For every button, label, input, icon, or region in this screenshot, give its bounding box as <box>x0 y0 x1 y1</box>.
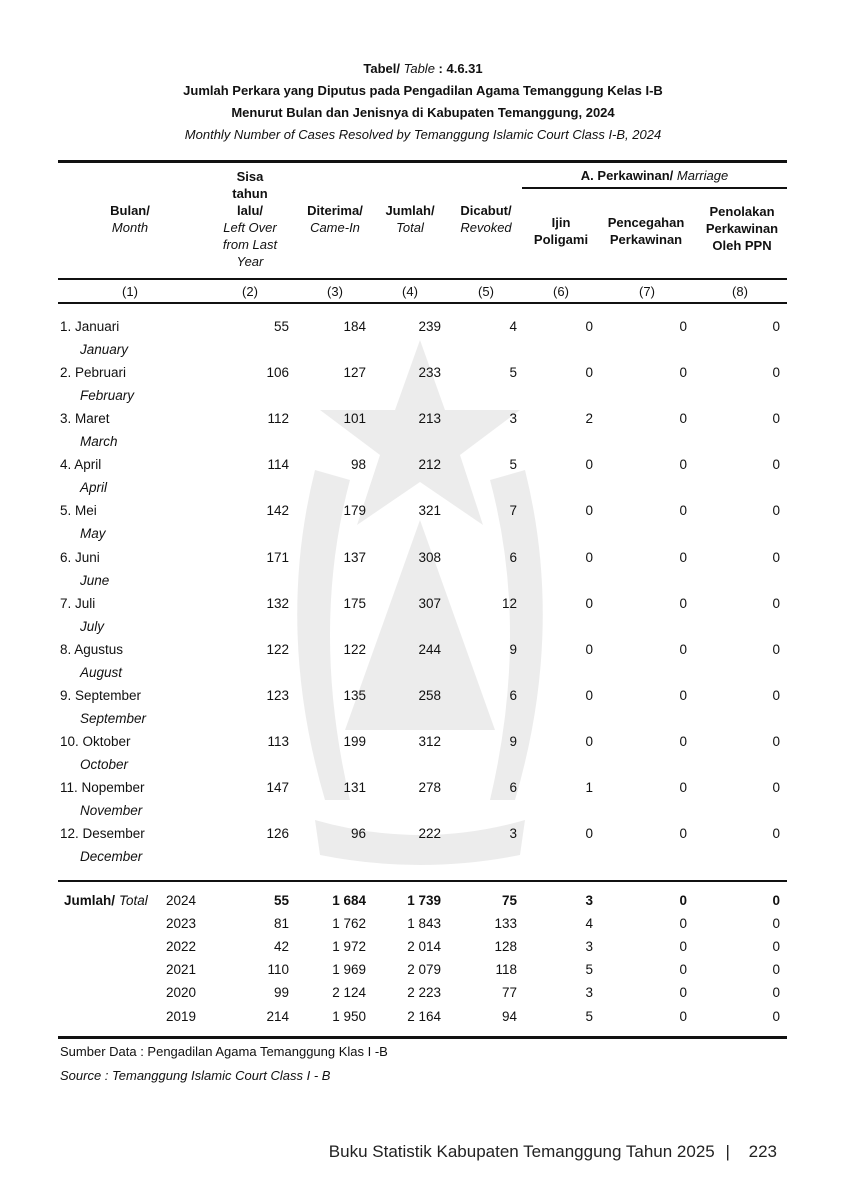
value-cell: 7 <box>509 503 517 519</box>
total-value-cell: 110 <box>267 962 289 978</box>
value-cell: 0 <box>679 780 687 795</box>
total-value-cell: 77 <box>501 985 517 1001</box>
total-value-cell: 0 <box>679 962 687 978</box>
year-label: 2023 <box>166 916 197 932</box>
header-month: Bulan/ Month <box>110 203 150 235</box>
total-value-cell: 0 <box>679 916 687 932</box>
year-label: 2020 <box>166 985 197 1001</box>
value-cell: 142 <box>266 503 289 519</box>
total-value-cell: 2 014 <box>407 939 441 955</box>
value-cell: 0 <box>585 595 593 611</box>
header-marriage-refusal: Penolakan Perkawinan Oleh PPN <box>705 204 779 253</box>
value-cell: 0 <box>585 503 593 519</box>
book-title: Buku Statistik Kabupaten Temanggung Tahun 2025 <box>328 1142 715 1161</box>
total-value-cell: 2 124 <box>332 985 366 1001</box>
value-cell: 0 <box>585 733 593 749</box>
month-label: 10. Oktober <box>60 733 131 749</box>
month-label-en: February <box>80 388 135 404</box>
total-value-cell: 55 <box>273 893 289 908</box>
totals-label-en: Total <box>119 893 148 908</box>
value-cell: 222 <box>418 826 441 842</box>
value-cell: 9 <box>509 733 517 749</box>
value-cell: 113 <box>267 733 289 749</box>
value-cell: 244 <box>418 641 441 657</box>
header-bottom-rule <box>58 278 787 280</box>
total-value-cell: 1 969 <box>332 962 366 978</box>
month-label-en: July <box>80 618 105 634</box>
value-cell: 0 <box>679 549 687 565</box>
total-value-cell: 118 <box>495 962 517 978</box>
value-cell: 127 <box>343 365 366 381</box>
value-cell: 135 <box>343 687 366 703</box>
value-cell: 132 <box>266 595 289 611</box>
value-cell: 233 <box>418 365 441 381</box>
value-cell: 0 <box>772 780 780 795</box>
header-revoked: Dicabut/ Revoked <box>460 203 512 235</box>
page-number: 223 <box>748 1142 777 1161</box>
table-title <box>58 58 788 146</box>
value-cell: 278 <box>418 780 441 795</box>
value-cell: 179 <box>343 503 366 519</box>
value-cell: 1 <box>585 780 593 795</box>
value-cell: 0 <box>679 411 687 427</box>
value-cell: 9 <box>509 641 517 657</box>
total-value-cell: 133 <box>494 916 517 932</box>
value-cell: 126 <box>266 826 289 842</box>
month-label: 4. April <box>60 457 102 473</box>
total-value-cell: 0 <box>772 893 780 908</box>
month-label-en: May <box>80 526 106 542</box>
table-bottom-rule <box>58 1036 787 1039</box>
colnum-5: (5) <box>478 284 494 299</box>
value-cell: 55 <box>273 319 289 334</box>
totals-label <box>64 891 148 911</box>
month-label: 6. Juni <box>60 549 100 565</box>
value-cell: 0 <box>585 319 593 334</box>
total-value-cell: 0 <box>679 985 687 1001</box>
value-cell: 12 <box>501 595 517 611</box>
value-cell: 0 <box>772 826 780 842</box>
header-came-in: Diterima/ Came-In <box>307 203 363 235</box>
value-cell: 98 <box>350 457 366 473</box>
total-value-cell: 0 <box>772 962 780 978</box>
month-label-en: June <box>80 572 110 588</box>
value-cell: 213 <box>418 411 441 427</box>
value-cell: 199 <box>343 733 366 749</box>
total-value-cell: 1 843 <box>407 916 441 932</box>
value-cell: 171 <box>266 549 289 565</box>
value-cell: 0 <box>679 365 687 381</box>
month-label: 2. Pebruari <box>60 365 127 381</box>
source-id: Sumber Data : Pengadilan Agama Temanggung Klas I -B <box>60 1044 388 1059</box>
value-cell: 0 <box>772 733 780 749</box>
month-label: 8. Agustus <box>60 641 124 657</box>
month-label-en: September <box>80 710 147 726</box>
title-line-3: Menurut Bulan dan Jenisnya di Kabupaten Temanggung, 2024 <box>231 105 615 120</box>
total-value-cell: 3 <box>585 939 593 955</box>
value-cell: 175 <box>343 595 366 611</box>
total-value-cell: 5 <box>585 1008 593 1024</box>
value-cell: 131 <box>343 780 366 795</box>
total-value-cell: 0 <box>679 939 687 955</box>
colnum-8: (8) <box>732 284 748 299</box>
value-cell: 0 <box>679 687 687 703</box>
value-cell: 0 <box>772 641 780 657</box>
value-cell: 0 <box>679 641 687 657</box>
month-label: 9. September <box>60 687 142 703</box>
total-value-cell: 1 762 <box>332 916 366 932</box>
value-cell: 106 <box>266 365 289 381</box>
colnum-1: (1) <box>122 284 138 299</box>
header-polygamy-permit: Ijin Poligami <box>533 215 589 247</box>
month-label-en: December <box>80 849 143 865</box>
total-value-cell: 0 <box>772 985 780 1001</box>
year-label: 2024 <box>166 893 197 908</box>
title-line-4: Monthly Number of Cases Resolved by Temanggung Islamic Court Class I-B, 2024 <box>184 127 662 142</box>
value-cell: 212 <box>418 457 441 473</box>
colnum-7: (7) <box>639 284 655 299</box>
value-cell: 0 <box>679 595 687 611</box>
total-value-cell: 1 739 <box>407 893 441 908</box>
value-cell: 2 <box>585 411 593 427</box>
value-cell: 5 <box>509 365 517 381</box>
value-cell: 3 <box>509 826 517 842</box>
total-value-cell: 2 223 <box>407 985 441 1001</box>
header-left-over: Sisa tahun lalu/ Left Over from Last Year <box>222 169 278 269</box>
value-cell: 123 <box>266 687 289 703</box>
value-cell: 0 <box>679 457 687 473</box>
value-cell: 0 <box>772 365 780 381</box>
year-label: 2019 <box>166 1008 197 1024</box>
value-cell: 101 <box>343 411 366 427</box>
value-cell: 114 <box>267 457 289 473</box>
value-cell: 0 <box>679 319 687 334</box>
value-cell: 321 <box>418 503 441 519</box>
colnum-bottom-rule <box>58 302 787 304</box>
value-cell: 0 <box>679 826 687 842</box>
total-value-cell: 0 <box>772 939 780 955</box>
table-number: Tabel/ Table : 4.6.31 <box>363 61 483 76</box>
value-cell: 308 <box>418 549 441 565</box>
value-cell: 0 <box>585 641 593 657</box>
value-cell: 307 <box>418 595 441 611</box>
value-cell: 0 <box>585 687 593 703</box>
colnum-2: (2) <box>242 284 258 299</box>
total-value-cell: 0 <box>772 1008 780 1024</box>
total-value-cell: 0 <box>772 916 780 932</box>
month-label: 12. Desember <box>60 826 145 842</box>
total-value-cell: 81 <box>273 916 289 932</box>
month-label: 3. Maret <box>60 411 110 427</box>
value-cell: 5 <box>509 457 517 473</box>
value-cell: 0 <box>585 365 593 381</box>
value-cell: 312 <box>418 733 441 749</box>
month-label: 7. Juli <box>60 595 96 611</box>
value-cell: 0 <box>772 687 780 703</box>
value-cell: 0 <box>772 503 780 519</box>
total-value-cell: 94 <box>501 1008 517 1024</box>
total-value-cell: 1 972 <box>332 939 366 955</box>
value-cell: 6 <box>509 549 517 565</box>
value-cell: 122 <box>343 641 366 657</box>
total-value-cell: 99 <box>273 985 289 1001</box>
total-value-cell: 1 684 <box>332 893 366 908</box>
total-value-cell: 75 <box>501 893 517 908</box>
total-value-cell: 0 <box>679 893 687 908</box>
value-cell: 137 <box>343 549 366 565</box>
month-label: 11. Nopember <box>60 780 145 795</box>
colnum-3: (3) <box>327 284 343 299</box>
total-value-cell: 2 164 <box>407 1008 441 1024</box>
value-cell: 6 <box>509 687 517 703</box>
header-total: Jumlah/ Total <box>385 203 435 235</box>
total-value-cell: 214 <box>266 1008 289 1024</box>
month-label-en: April <box>80 480 108 496</box>
value-cell: 147 <box>266 780 289 795</box>
total-value-cell: 4 <box>585 916 593 932</box>
title-line-2: Jumlah Perkara yang Diputus pada Pengadilan Agama Temanggung Kelas I-B <box>183 83 663 98</box>
value-cell: 0 <box>585 457 593 473</box>
total-value-cell: 3 <box>585 893 593 908</box>
month-label: 5. Mei <box>60 503 97 519</box>
colnum-6: (6) <box>553 284 569 299</box>
value-cell: 0 <box>585 549 593 565</box>
value-cell: 112 <box>267 411 289 427</box>
value-cell: 0 <box>585 826 593 842</box>
value-cell: 0 <box>679 503 687 519</box>
value-cell: 0 <box>772 411 780 427</box>
year-label: 2021 <box>166 962 197 978</box>
value-cell: 3 <box>509 411 517 427</box>
value-cell: 0 <box>772 549 780 565</box>
page-footer <box>329 1142 777 1162</box>
month-label-en: August <box>80 664 123 680</box>
table-top-rule <box>58 160 787 163</box>
total-value-cell: 2 079 <box>407 962 441 978</box>
month-label-en: January <box>80 342 129 357</box>
value-cell: 4 <box>509 319 517 334</box>
value-cell: 0 <box>772 319 780 334</box>
month-label-en: November <box>80 803 143 818</box>
source-en: Source : Temanggung Islamic Court Class I - B <box>60 1068 331 1083</box>
footer-separator: | <box>725 1142 730 1161</box>
header-marriage-group: A. Perkawinan/ Marriage <box>580 168 729 183</box>
total-value-cell: 0 <box>679 1008 687 1024</box>
value-cell: 239 <box>418 319 441 334</box>
value-cell: 6 <box>509 780 517 795</box>
value-cell: 0 <box>772 457 780 473</box>
total-value-cell: 1 950 <box>332 1008 366 1024</box>
month-label-en: October <box>80 756 129 772</box>
value-cell: 122 <box>266 641 289 657</box>
total-value-cell: 42 <box>273 939 289 955</box>
header-marriage-prevention: Pencegahan Perkawinan <box>607 215 685 247</box>
colnum-4: (4) <box>402 284 418 299</box>
value-cell: 96 <box>350 826 366 842</box>
totals-label-id: Jumlah/ <box>64 893 116 908</box>
year-label: 2022 <box>166 939 197 955</box>
total-value-cell: 5 <box>585 962 593 978</box>
total-value-cell: 3 <box>585 985 593 1001</box>
month-label-en: March <box>80 434 118 450</box>
value-cell: 184 <box>343 319 366 334</box>
value-cell: 258 <box>418 687 441 703</box>
value-cell: 0 <box>679 733 687 749</box>
month-label: 1. Januari <box>60 319 120 334</box>
group-header-rule <box>522 187 787 189</box>
totals-top-rule <box>58 880 787 882</box>
total-value-cell: 128 <box>494 939 517 955</box>
value-cell: 0 <box>772 595 780 611</box>
